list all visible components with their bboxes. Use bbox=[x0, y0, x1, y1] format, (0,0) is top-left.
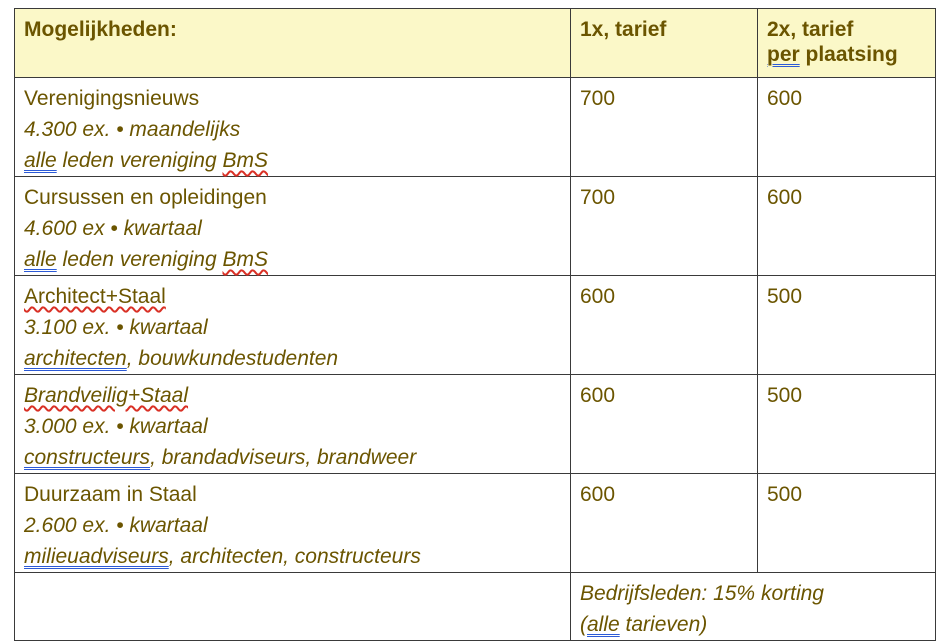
option-cell bbox=[15, 375, 571, 474]
option-title: Architect+Staal bbox=[24, 285, 166, 308]
header-options-label: Mogelijkheden: bbox=[24, 18, 177, 41]
discount-note-alle: alle bbox=[587, 613, 620, 636]
option-audience bbox=[24, 244, 561, 275]
footer-empty-cell bbox=[15, 573, 571, 641]
option-title: Verenigingsnieuws bbox=[24, 87, 200, 110]
audience-part-a: milieuadviseurs bbox=[24, 545, 169, 568]
audience-part-a: architecten bbox=[24, 347, 127, 370]
option-audience bbox=[24, 145, 561, 176]
price-2x: 600 bbox=[767, 87, 803, 110]
price-1x-cell bbox=[571, 375, 758, 474]
option-circulation: 3.100 ex. • kwartaal bbox=[24, 316, 208, 339]
option-cell bbox=[15, 276, 571, 375]
header-1x bbox=[571, 9, 758, 78]
option-title: Brandveilig+Staal bbox=[24, 384, 189, 407]
price-2x-cell bbox=[758, 375, 936, 474]
price-2x: 600 bbox=[767, 186, 803, 209]
header-2x bbox=[758, 9, 936, 78]
header-2x-label-line2 bbox=[767, 42, 926, 67]
price-1x: 700 bbox=[580, 186, 616, 209]
option-circulation: 4.600 ex • kwartaal bbox=[24, 217, 202, 240]
price-1x-cell bbox=[571, 474, 758, 573]
price-1x-cell bbox=[571, 78, 758, 177]
price-2x-cell bbox=[758, 177, 936, 276]
audience-part-b: leden vereniging bbox=[56, 149, 223, 172]
header-1x-label: 1x, tarief bbox=[580, 18, 667, 41]
audience-part-c: BmS bbox=[222, 248, 269, 271]
option-audience bbox=[24, 541, 561, 572]
table-row bbox=[15, 177, 936, 276]
discount-note-cell bbox=[571, 573, 936, 641]
discount-note-rest: tarieven) bbox=[619, 613, 708, 636]
audience-part-c: BmS bbox=[222, 149, 269, 172]
option-title: Cursussen en opleidingen bbox=[24, 186, 267, 209]
price-2x-cell bbox=[758, 276, 936, 375]
audience-part-b: leden vereniging bbox=[56, 248, 223, 271]
price-1x: 600 bbox=[580, 483, 616, 506]
header-2x-per: per bbox=[767, 43, 800, 66]
table-row bbox=[15, 78, 936, 177]
option-audience bbox=[24, 343, 561, 374]
rates-table bbox=[14, 8, 936, 641]
audience-part-a: alle bbox=[24, 149, 57, 172]
price-2x: 500 bbox=[767, 483, 803, 506]
audience-part-a: alle bbox=[24, 248, 57, 271]
price-2x: 500 bbox=[767, 384, 803, 407]
table-row bbox=[15, 375, 936, 474]
audience-part-b: , architecten, constructeurs bbox=[168, 545, 421, 568]
discount-note-open: ( bbox=[580, 613, 587, 636]
price-1x: 600 bbox=[580, 285, 616, 308]
price-1x: 700 bbox=[580, 87, 616, 110]
audience-part-b: , bouwkundestudenten bbox=[126, 347, 339, 370]
table-row bbox=[15, 474, 936, 573]
header-row bbox=[15, 9, 936, 78]
option-circulation: 4.300 ex. • maandelijks bbox=[24, 118, 241, 141]
option-audience bbox=[24, 442, 561, 473]
table-row bbox=[15, 276, 936, 375]
option-circulation: 3.000 ex. • kwartaal bbox=[24, 415, 208, 438]
header-options bbox=[15, 9, 571, 78]
option-title: Duurzaam in Staal bbox=[24, 483, 197, 506]
price-2x-cell bbox=[758, 474, 936, 573]
price-2x: 500 bbox=[767, 285, 803, 308]
option-cell bbox=[15, 474, 571, 573]
price-1x-cell bbox=[571, 276, 758, 375]
price-2x-cell bbox=[758, 78, 936, 177]
header-2x-plaatsing: plaatsing bbox=[799, 43, 898, 66]
discount-note-line2 bbox=[580, 609, 926, 640]
price-1x: 600 bbox=[580, 384, 616, 407]
footer-row bbox=[15, 573, 936, 641]
price-1x-cell bbox=[571, 177, 758, 276]
header-2x-label-line1: 2x, tarief bbox=[767, 18, 854, 41]
option-cell bbox=[15, 78, 571, 177]
audience-part-b: , brandadviseurs, brandweer bbox=[150, 446, 417, 469]
option-circulation: 2.600 ex. • kwartaal bbox=[24, 514, 208, 537]
discount-note-line1: Bedrijfsleden: 15% korting bbox=[580, 582, 824, 605]
audience-part-a: constructeurs bbox=[24, 446, 151, 469]
option-cell bbox=[15, 177, 571, 276]
